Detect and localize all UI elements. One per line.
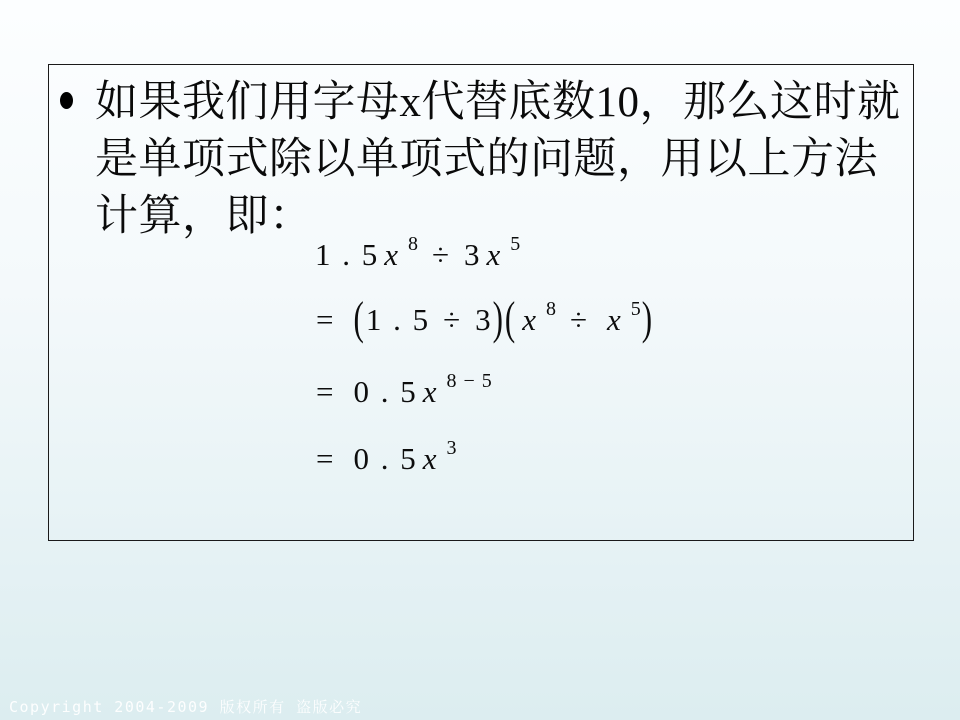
math-line-factored-step — [316, 291, 655, 344]
math-variable: x — [422, 441, 439, 476]
math-equals-sign: = — [316, 374, 336, 409]
math-line-dividend-expression — [315, 233, 522, 278]
bullet-icon — [60, 92, 73, 109]
math-superscript: 3 — [446, 437, 458, 459]
bullet-paragraph — [95, 74, 901, 245]
math-division-operator: ÷ — [432, 237, 452, 272]
math-superscript: 8 − 5 — [446, 370, 493, 392]
math-superscript: 5 — [510, 233, 522, 255]
bullet-text-line-3: 计算，即： — [95, 193, 313, 240]
math-coefficient: 0 . 5 — [353, 374, 418, 409]
math-number: 3 — [475, 302, 493, 337]
bullet-list-item — [60, 74, 901, 245]
math-coefficient: 0 . 5 — [353, 441, 418, 476]
math-division-operator: ÷ — [570, 302, 590, 337]
math-equals-sign: = — [316, 302, 336, 337]
math-variable: x — [384, 237, 401, 272]
math-variable: x — [422, 374, 439, 409]
bullet-text-line-1: 如果我们用字母x代替底数10，那么这时就 — [95, 79, 901, 126]
bullet-text-line-2: 是单项式除以单项式的问题，用以上方法 — [95, 136, 878, 183]
math-superscript: 5 — [630, 298, 642, 320]
math-line-final-result — [316, 437, 458, 482]
math-open-paren: ( — [504, 291, 518, 344]
math-superscript: 8 — [408, 233, 420, 255]
math-division-operator: ÷ — [443, 302, 463, 337]
math-close-paren: ) — [492, 291, 505, 344]
math-equals-sign: = — [316, 441, 336, 476]
math-variable: x — [486, 237, 503, 272]
math-line-exponent-subtraction — [316, 370, 493, 415]
math-coefficient: 1 . 5 — [315, 237, 380, 272]
math-coefficient: 1 . 5 — [365, 302, 431, 337]
math-coefficient: 3 — [464, 237, 482, 272]
math-superscript: 8 — [546, 298, 557, 320]
math-variable: x — [607, 302, 623, 337]
copyright-text: Copyright 2004-2009 版权所有 盗版必究 — [9, 698, 363, 716]
math-close-paren: ) — [641, 291, 655, 344]
math-variable: x — [522, 302, 538, 337]
math-open-paren: ( — [353, 291, 366, 344]
